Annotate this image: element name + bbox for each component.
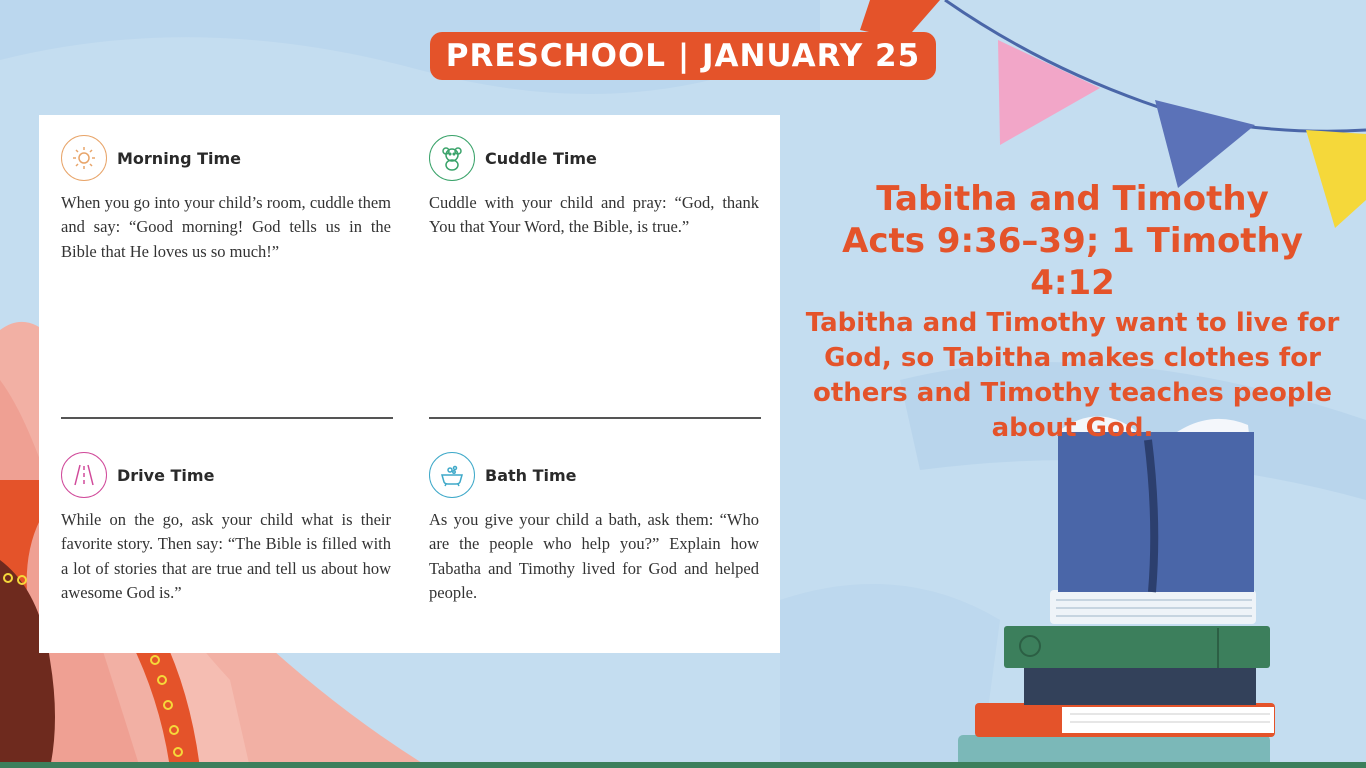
- book-stack-icon: [958, 590, 1275, 768]
- sun-icon: [61, 135, 107, 181]
- drive-time-section: [61, 452, 391, 605]
- lesson-info: [800, 178, 1345, 446]
- road-icon: [61, 452, 107, 498]
- divider: [61, 417, 393, 419]
- section-title: Drive Time: [117, 465, 215, 485]
- section-text: While on the go, ask your child what is their favorite story. Then say: “The Bible is filled with a lot of stories that are true and tell us about how awesome God is.”: [61, 510, 391, 602]
- bathtub-icon: [429, 452, 475, 498]
- scripture-reference: Acts 9:36–39; 1 Timothy 4:12: [842, 221, 1303, 303]
- section-text: Cuddle with your child and pray: “God, thank You that Your Word, the Bible, is true.”: [429, 193, 759, 237]
- section-text: As you give your child a bath, ask them: “Who are the people who help you?” Explain how Tabatha and Timothy lived for God and helped people.: [429, 510, 759, 602]
- morning-time-section: [61, 135, 391, 264]
- teddy-bear-icon: [429, 135, 475, 181]
- date-banner: [430, 32, 936, 80]
- devotional-card: [39, 115, 780, 653]
- lesson-summary: Tabitha and Timothy want to live for God, so Tabitha makes clothes for others and Timothy teaches people about God.: [805, 308, 1340, 443]
- banner-label: PRESCHOOL | JANUARY 25: [445, 38, 921, 74]
- section-text: When you go into your child’s room, cuddle them and say: “Good morning! God tells us in the Bible that He loves us so much!”: [61, 193, 391, 261]
- divider: [429, 417, 761, 419]
- section-title: Morning Time: [117, 148, 242, 168]
- lesson-title: Tabitha and Timothy: [876, 179, 1269, 219]
- cuddle-time-section: [429, 135, 759, 240]
- bath-time-section: [429, 452, 759, 605]
- section-title: Cuddle Time: [485, 148, 597, 168]
- section-title: Bath Time: [485, 465, 577, 485]
